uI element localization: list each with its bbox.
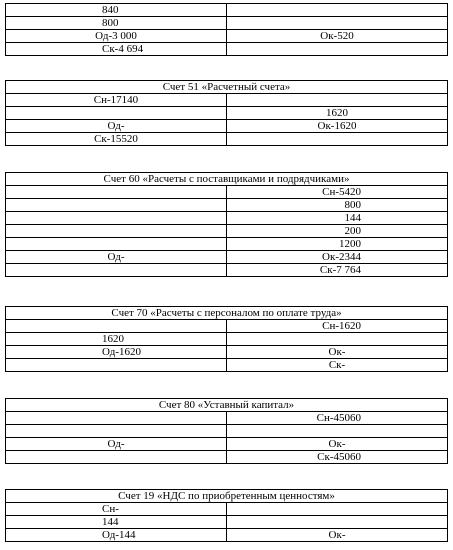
account-title: Счет 60 «Расчеты с поставщиками и подрядчиками» [6,173,448,186]
credit-turnover-cell: Ок- [227,529,448,542]
table-row [6,30,448,43]
debit-cell [6,451,227,464]
table-row [6,333,448,346]
table-row [6,120,448,133]
debit-cell [6,212,227,225]
account-title: Счет 80 «Уставный капитал» [6,399,448,412]
debit-cell [6,225,227,238]
debit-turnover-cell: Од-144 [6,529,227,542]
account-60-table [5,172,448,277]
table-row [6,107,448,120]
credit-cell [227,425,448,438]
closing-balance-cell: Ск-45060 [227,451,448,464]
table-row [6,438,448,451]
debit-cell: 1620 [6,333,227,346]
closing-balance-cell: Ск-15520 [6,133,227,146]
account-80-table [5,398,448,464]
credit-turnover-cell: Ок-2344 [227,251,448,264]
credit-cell: 1200 [227,238,448,251]
table-row [6,238,448,251]
credit-cell [227,503,448,516]
credit-cell: 200 [227,225,448,238]
credit-turnover-cell: Ок- [227,346,448,359]
table-row [6,225,448,238]
ledger-table-continued [5,3,448,56]
table-row [6,133,448,146]
debit-cell [6,264,227,277]
debit-cell: 144 [6,516,227,529]
account-title: Счет 70 «Расчеты с персоналом по оплате труда» [6,307,448,320]
credit-cell: Сн-45060 [227,412,448,425]
debit-cell: 840 [6,4,227,17]
table-row [6,425,448,438]
debit-cell [6,186,227,199]
account-title: Счет 51 «Расчетный счета» [6,81,448,94]
credit-cell: Сн-5420 [227,186,448,199]
table-row [6,212,448,225]
debit-cell [6,320,227,333]
credit-cell: 800 [227,199,448,212]
debit-turnover-cell: Од- [6,120,227,133]
table-row [6,251,448,264]
credit-cell [227,133,448,146]
table-row [6,346,448,359]
credit-turnover-cell: Ок-1620 [227,120,448,133]
credit-cell: 1620 [227,107,448,120]
debit-cell [6,238,227,251]
closing-balance-cell: Ск- [227,359,448,372]
table-row [6,503,448,516]
credit-cell [227,17,448,30]
debit-cell: 800 [6,17,227,30]
table-row [6,186,448,199]
debit-turnover-cell: Од- [6,251,227,264]
credit-turnover-cell: Ок- [227,438,448,451]
table-row [6,359,448,372]
table-row [6,320,448,333]
table-row [6,412,448,425]
account-19-table [5,489,448,542]
closing-balance-cell: Ск-7 764 [227,264,448,277]
table-row [6,199,448,212]
credit-cell [227,43,448,56]
debit-cell: Сн- [6,503,227,516]
debit-cell: Сн-17140 [6,94,227,107]
table-row [6,516,448,529]
table-row [6,4,448,17]
table-row [6,264,448,277]
debit-turnover-cell: Од-3 000 [6,30,227,43]
debit-cell [6,359,227,372]
debit-turnover-cell: Од- [6,438,227,451]
table-row [6,17,448,30]
table-row [6,43,448,56]
credit-cell [227,4,448,17]
debit-turnover-cell: Од-1620 [6,346,227,359]
credit-cell [227,94,448,107]
debit-cell [6,107,227,120]
closing-balance-cell: Ск-4 694 [6,43,227,56]
credit-cell [227,516,448,529]
credit-turnover-cell: Ок-520 [227,30,448,43]
table-row [6,94,448,107]
credit-cell: Сн-1620 [227,320,448,333]
credit-cell [227,333,448,346]
account-70-table [5,306,448,372]
debit-cell [6,425,227,438]
account-51-table [5,80,448,146]
debit-cell [6,199,227,212]
debit-cell [6,412,227,425]
table-row [6,451,448,464]
account-title: Счет 19 «НДС по приобретенным ценностям» [6,490,448,503]
credit-cell: 144 [227,212,448,225]
table-row [6,529,448,542]
